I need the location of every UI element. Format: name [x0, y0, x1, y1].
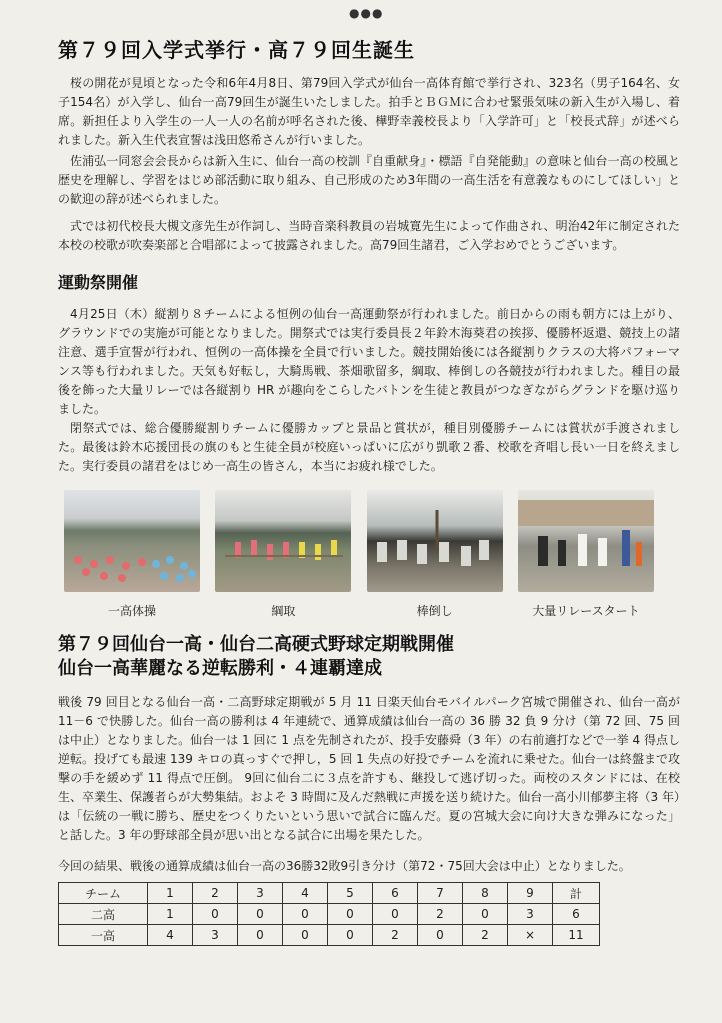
score-row-ikkou: [59, 925, 600, 946]
score-cell: 0: [418, 925, 463, 946]
score-cell: 1: [148, 904, 193, 925]
photo-relay-start: [518, 490, 654, 619]
section1-paragraph-1: 桜の開花が見頃となった令和6年4月8日、第79回入学式が仙台一高体育館で挙行され、323名（男子164名、女子154名）が入学し、仙台一高79回生が誕生いたしました。拍手とＢＧＭに合わせ緊張気味の新入生が入場し、着席。新担任より入学生の一人一人の名前が呼名された後、樺野幸義校長より「入学許可」と「校長式辞」が述べられました。新入生代表宣誓は浅田悠希さんが行いました。: [58, 76, 680, 147]
photo-tsunatori: [215, 490, 351, 619]
photo-image: [367, 490, 503, 592]
section1-paragraph-3: 式では初代校長大槻文彦先生が作詞し、当時音楽科教員の岩城寛先生によって作曲され、明治42年に制定された本校の校歌が吹奏楽部と合唱部によって披露されました。高79回生諸君，ご入学おめでとうございます。: [58, 219, 680, 252]
header-cell: 2: [193, 883, 238, 904]
header-cell: 6: [373, 883, 418, 904]
photo-botaoshi: [367, 490, 503, 619]
section1-paragraph-2: 佐浦弘一同窓会会長からは新入生に、仙台一高の校訓『自重献身』・標語『自発能動』の意味と仙台一高の校風と歴史を理解し、学習をはじめ部活動に取り組み、自己形成のため3年間の一高生活を有意義なものにしてほしい」との歓迎の辞が述べられました。: [58, 154, 680, 206]
score-cell: 0: [238, 925, 283, 946]
score-cell: 2: [418, 904, 463, 925]
score-cell: 2: [463, 925, 508, 946]
photo-caption: 大量リレースタート: [532, 604, 640, 618]
score-cell: 0: [238, 904, 283, 925]
header-cell: 計: [553, 883, 600, 904]
score-cell: ×: [508, 925, 553, 946]
photo-ikko-taiso: [64, 490, 200, 619]
photo-image: [518, 490, 654, 592]
section3-title-line2: 仙台一高華麗なる逆転勝利・４連覇達成: [58, 658, 382, 679]
photo-caption: 棒倒し: [416, 604, 453, 618]
section2-paragraph-1: 4月25日（木）縦割り８チームによる恒例の仙台一高運動祭が行われました。前日からの雨も朝方には上がり、グラウンドでの実施が可能となりました。開祭式では実行委員長２年鈴木海葵君の挨拶、優勝杯返還、競技上の諸注意、選手宣誓が行われ、恒例の一高体操を全員で行いました。競技開始後には各縦割りクラスの大将パフォーマンス等も行われました。天気も好転し，大騎馬戦、茶畑歌留多，綱取、棒倒しの各競技が行われました。種目の最後を飾った大量リレーでは各縦割り HR が趣向をこらしたバトンを生徒と教員がつなぎながらグランドを駆け巡りました。: [58, 307, 680, 416]
header-cell: 5: [328, 883, 373, 904]
team-cell: 二高: [59, 904, 148, 925]
header-cell: 4: [283, 883, 328, 904]
header-cell: 8: [463, 883, 508, 904]
photo-image: [215, 490, 351, 592]
section3-title-line1: 第７９回仙台一高・仙台二高硬式野球定期戦開催: [58, 634, 454, 655]
score-table: [58, 882, 600, 946]
section1-title: 第７９回入学式挙行・高７９回生誕生: [58, 38, 415, 62]
section2-paragraph-2: 閉祭式では、総合優勝縦割りチームに優勝カップと景品と賞状が，種目別優勝チームには賞状が手渡されました。最後は鈴木応援団長の旗のもと生徒全員が校庭いっぱいに広がり凱歌２番、校歌を斉唱し長い一日を終えました。実行委員の諸君をはじめ一高生の皆さん，本当にお疲れ様でした。: [58, 421, 680, 473]
section3-paragraph: 戦後 79 回目となる仙台一高・二高野球定期戦が 5 月 11 日楽天仙台モバイルパーク宮城で開催され、仙台一高が 11－6 で快勝した。仙台一高の勝利は 4 年連続で、通算成績は仙台一高の 36 勝 32 負 9 分け（第 72 回、75 回は中止）となりました。仙台一は 1 回に 1 点を先制されたが、投手安藤舜（3 年）の右前適打などで一挙 4 得点し逆転。投げても最速 139 キロの真っすぐで押し，5 回 1 失点の好投でチームを流れに乗せた。仙台一は終盤まで攻撃の手を緩めず 11 得点で圧倒。 9回に仙台二に３点を許すも、継投して逃げ切った。両校のスタンドには、在校生、卒業生、保護者らが大勢集結。およそ 3 時間に及んだ熱戦に声援を送り続けた。仙台一高小川郁夢主将（3 年）は「伝統の一戦に勝ち、歴史をつくりたいという思いで試合に臨んだ。夏の宮城大会に向け大きな弾みになった」と話した。3 年の野球部全員が思い出となる試合に出場を果たした。: [58, 695, 680, 842]
score-cell: 3: [508, 904, 553, 925]
score-cell: 0: [328, 904, 373, 925]
score-cell: 0: [193, 904, 238, 925]
photo-caption: 一高体操: [107, 604, 156, 618]
photo-caption: 綱取: [271, 604, 296, 618]
top-scroll-dots: ●●●: [349, 6, 384, 20]
header-cell: 9: [508, 883, 553, 904]
result-note: 今回の結果、戦後の通算成績は仙台一高の36勝32敗9引き分け（第72・75回大会は中止）となりました。: [58, 859, 631, 873]
score-cell: 2: [373, 925, 418, 946]
score-cell: 0: [283, 925, 328, 946]
total-cell: 11: [553, 925, 600, 946]
score-row-nikou: [59, 904, 600, 925]
team-cell: 一高: [59, 925, 148, 946]
score-cell: 0: [373, 904, 418, 925]
photo-image: [64, 490, 200, 592]
score-cell: 4: [148, 925, 193, 946]
score-cell: 0: [283, 904, 328, 925]
newsletter-page: [58, 38, 680, 946]
score-cell: 3: [193, 925, 238, 946]
header-cell: 3: [238, 883, 283, 904]
header-cell: 1: [148, 883, 193, 904]
score-header-row: [59, 883, 600, 904]
header-cell: 7: [418, 883, 463, 904]
total-cell: 6: [553, 904, 600, 925]
section2-title: 運動祭開催: [58, 273, 139, 292]
score-cell: 0: [463, 904, 508, 925]
photo-row: [64, 490, 654, 619]
score-cell: 0: [328, 925, 373, 946]
header-cell: チーム: [59, 883, 148, 904]
